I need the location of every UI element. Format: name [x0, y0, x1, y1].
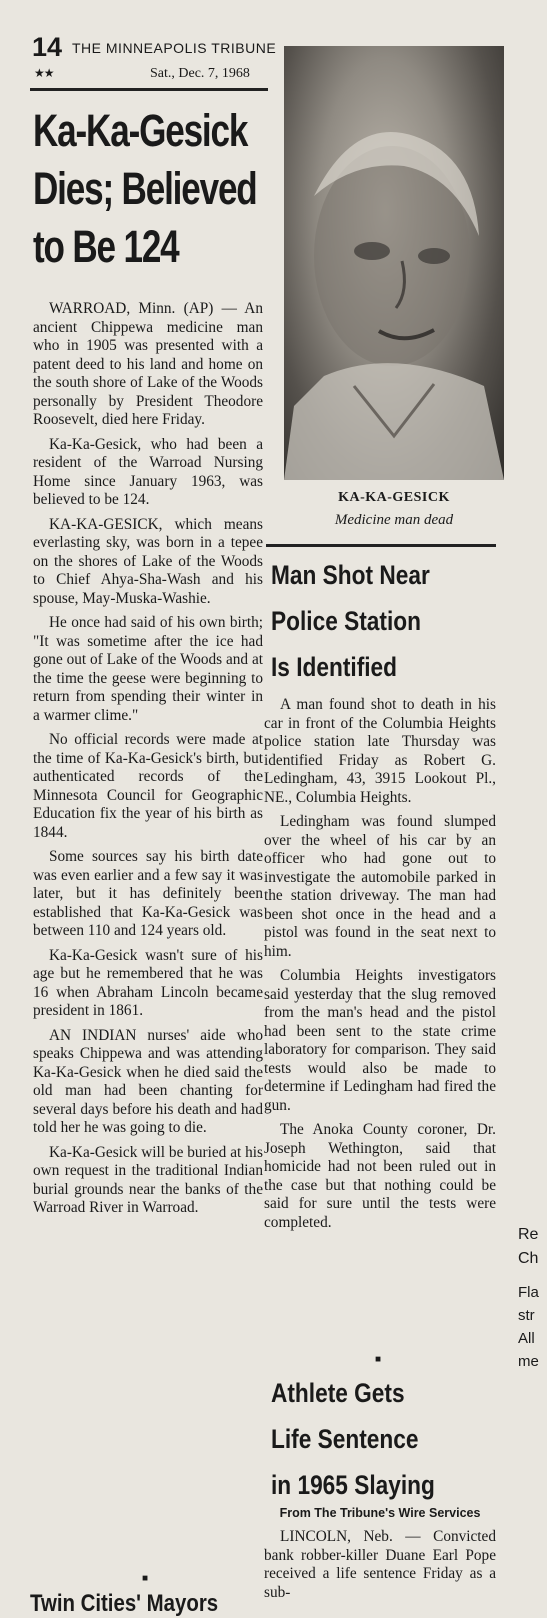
article2-headline-line: Man Shot Near: [271, 560, 430, 590]
masthead-rule: [30, 88, 268, 91]
article1-paragraph: WARROAD, Minn. (AP) — An ancient Chippewa medicine man who in 1905 was presented with a patent deed to his land and home on the south shore of Lake of the Woods personally by President Theodore Roosevelt, died here Friday.: [33, 300, 263, 428]
article1-headline-line: to Be 124: [33, 221, 179, 272]
adjacent-column-fragment: Re: [518, 1226, 539, 1243]
article2-body: [264, 696, 496, 1238]
article2-headline: [271, 552, 531, 690]
adjacent-column-fragment: Fla: [518, 1284, 539, 1301]
article1-paragraph: KA-KA-GESICK, which means everlasting sky, was born in a tepee on the shores of Lake of the Woods to Chief Ahya-Sha-Wash and his spouse, May-Muska-Washie.: [33, 515, 263, 607]
article2-headline-line: Is Identified: [271, 652, 398, 682]
portrait-photo: [284, 46, 504, 480]
article2-headline-line: Police Station: [271, 606, 421, 636]
article3-headline-line: in 1965 Slaying: [271, 1470, 435, 1500]
article1-headline: [33, 102, 275, 276]
article1-paragraph: Ka-Ka-Gesick, who had been a resident of the Warroad Nursing Home since January 1963, was believed to be 124.: [33, 435, 263, 508]
paper-name: THE MINNEAPOLIS TRIBUNE: [72, 40, 277, 56]
article1-paragraph: No official records were made at the time of Ka-Ka-Gesick's birth, but authenticated records of the Minnesota Council for Geographic Education fix the year of his birth as 1844.: [33, 731, 263, 841]
article1-paragraph: Ka-Ka-Gesick will be buried at his own request in the traditional Indian burial grounds near the banks of the Warroad River in Warroad.: [33, 1143, 263, 1216]
article3-body: [264, 1528, 496, 1608]
article3-headline-line: Athlete Gets: [271, 1378, 405, 1408]
adjacent-column-fragment: All: [518, 1330, 535, 1347]
article1-paragraph: Ka-Ka-Gesick wasn't sure of his age but he remembered that he was 16 when Abraham Lincoln became president in 1861.: [33, 946, 263, 1019]
article2-top-rule: [266, 544, 496, 547]
page-number: 14: [32, 32, 63, 62]
section-dingbat: ■: [375, 1354, 382, 1365]
article1-paragraph: He once had said of his own birth; "It was sometime after the ice had gone out of Lake of the Woods and at the time the geese were beginning to return from spending their winter in a warmer clime.": [33, 614, 263, 724]
article3-paragraph: LINCOLN, Neb. — Convicted bank robber-killer Duane Earl Pope received a life sentence Friday as a sub-: [264, 1528, 496, 1601]
article1-body: [33, 300, 263, 1224]
article1-headline-line: Ka-Ka-Gesick: [33, 105, 248, 156]
bottom-headline: Twin Cities' Mayors: [30, 1590, 219, 1617]
edition-stars: ★★: [34, 66, 54, 80]
photo-caption-name: KA-KA-GESICK: [338, 490, 450, 505]
article3-headline: [271, 1370, 531, 1508]
portrait-illustration: [284, 46, 504, 480]
article2-paragraph: Columbia Heights investigators said yesterday that the slug removed from the man's head and the pistol had been sent to the state crime laboratory for comparison. They said tests would also be made to determine if Ledingham had fired the gun.: [264, 967, 496, 1114]
article2-paragraph: The Anoka County coroner, Dr. Joseph Wethington, said that homicide had not been ruled out in the case but that nothing could be said for sure until the tests were completed.: [264, 1121, 496, 1231]
article2-paragraph: A man found shot to death in his car in front of the Columbia Heights police station late Thursday was identified Friday as Robert G. Ledingham, 43, 3915 Lookout Pl., NE., Columbia Heights.: [264, 696, 496, 806]
photo-caption-sub: Medicine man dead: [334, 512, 454, 528]
issue-date: Sat., Dec. 7, 1968: [150, 66, 250, 81]
article1-paragraph: AN INDIAN nurses' aide who speaks Chippewa and was attending Ka-Ka-Gesick when he died said the old man had been chanting for several days before his death and had told her he was going to die.: [33, 1026, 263, 1136]
article1-paragraph: Some sources say his birth date was even earlier and a few say it was later, but it has definitely been established that Ka-Ka-Gesick was between 110 and 124 years old.: [33, 848, 263, 939]
adjacent-column-fragment: me: [518, 1353, 539, 1370]
adjacent-column-fragment: Ch: [518, 1250, 539, 1267]
article3-subhead: From The Tribune's Wire Services: [279, 1506, 481, 1520]
adjacent-column-fragment: str: [518, 1307, 535, 1324]
article3-headline-line: Life Sentence: [271, 1424, 419, 1454]
section-dingbat: ■: [142, 1573, 149, 1584]
article1-headline-line: Dies; Believed: [33, 163, 257, 214]
article2-paragraph: Ledingham was found slumped over the wheel of his car by an officer who had gone out to investigate the automobile parked in the station driveway. The man had been shot once in the head and a pistol was found in the seat next to him.: [264, 813, 496, 960]
